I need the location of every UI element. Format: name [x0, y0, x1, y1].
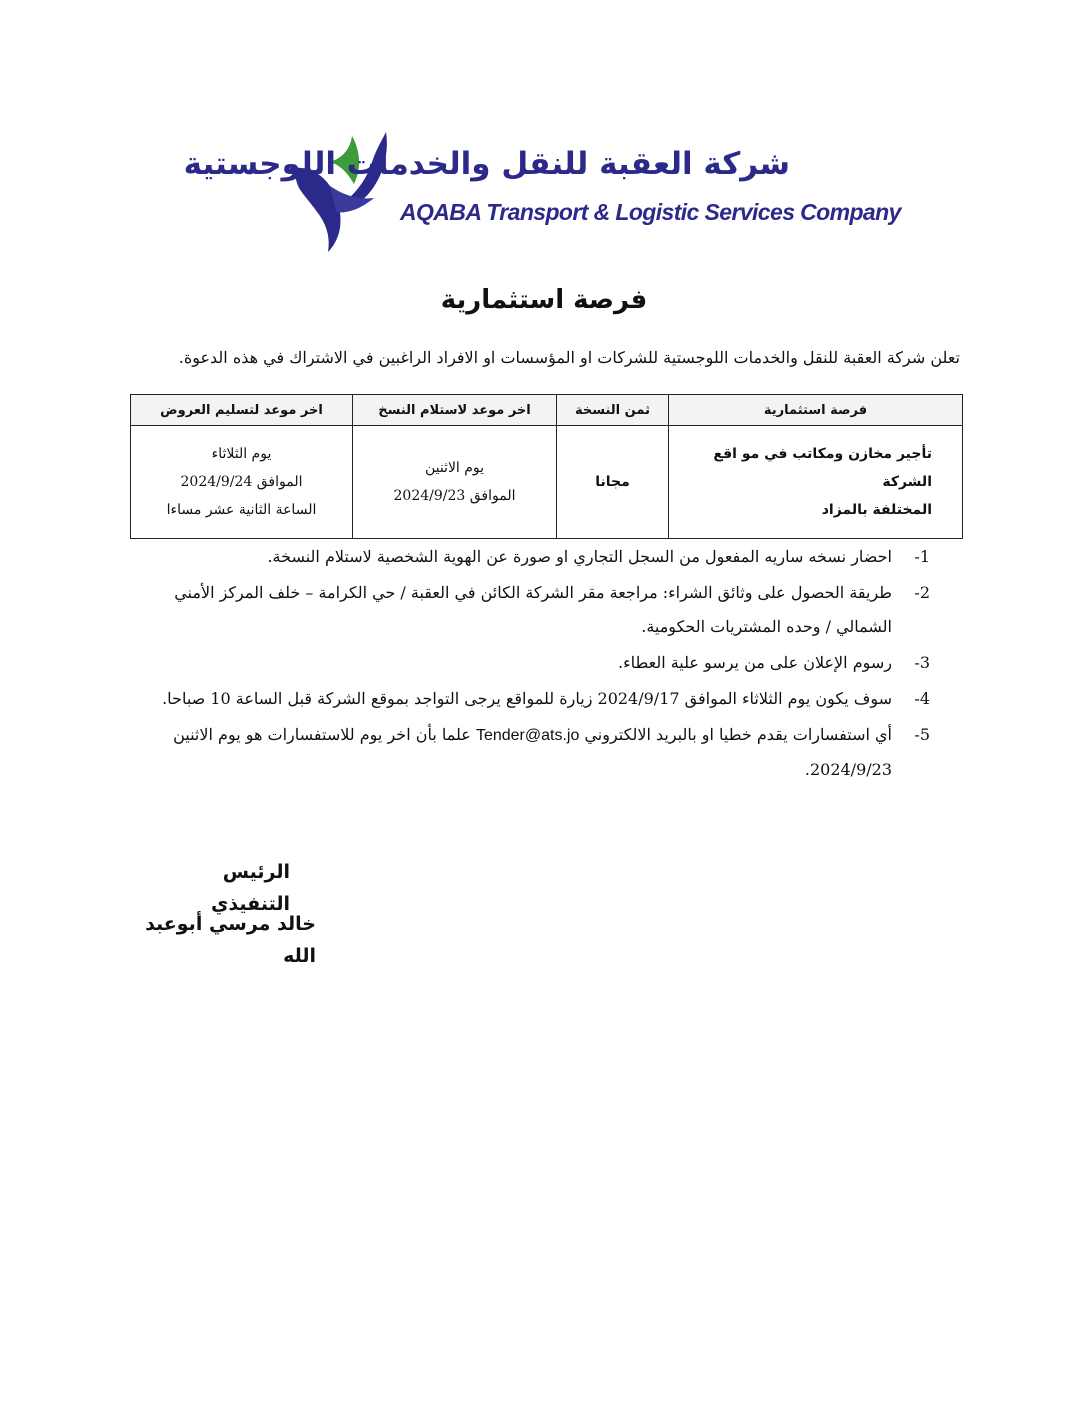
- list-item-text: سوف يكون يوم الثلاثاء الموافق 2024/9/17 زيارة للمواقع يرجى التواجد بموقع الشركة قبل الساعة 10 صباحا.: [162, 689, 892, 708]
- list-item-text: [130, 718, 892, 787]
- header-offers-deadline: اخر موعد لتسليم العروض: [131, 395, 353, 426]
- logo-arabic-name: شركة العقبة للنقل والخدمات اللوجستية: [183, 146, 790, 182]
- list-item-number: -5: [914, 725, 930, 744]
- list-item: [130, 718, 930, 787]
- copies-deadline-date: الموافق 2024/9/23: [393, 488, 516, 504]
- table-header-row: [131, 395, 963, 426]
- offers-deadline-day: يوم الثلاثاء: [211, 446, 272, 462]
- list-item-number: -2: [914, 583, 930, 602]
- list-item: [130, 682, 930, 716]
- list-item-text: احضار نسخه ساريه المفعول من السجل التجاري او صورة عن الهوية الشخصية لاستلام النسخة.: [267, 547, 892, 566]
- cell-opportunity: [669, 426, 963, 539]
- list-item-number: -3: [914, 653, 930, 672]
- list-item: [130, 576, 930, 644]
- logo-english-name: AQABA Transport & Logistic Services Company: [400, 199, 901, 225]
- conditions-list: [130, 540, 930, 789]
- tender-table-wrapper: [130, 394, 962, 539]
- tender-table: [130, 394, 963, 539]
- offers-deadline-time: الساعة الثانية عشر مساءا: [166, 502, 317, 518]
- list-item-number: -4: [914, 689, 930, 708]
- header-copies-deadline: اخر موعد لاستلام النسخ: [353, 395, 557, 426]
- page-title: فرصة استثمارية: [440, 285, 648, 315]
- cell-copies-deadline: [353, 426, 557, 539]
- list-item-text: طريقة الحصول على وثائق الشراء: مراجعة مقر الشركة الكائن في العقبة / حي الكرامة – خلف المركز الأمني الشمالي / وحده المشتريات الحكومية.: [174, 583, 892, 636]
- signature-title: الرئيس التنفيذي: [211, 861, 290, 915]
- list-item-text: رسوم الإعلان على من يرسو علية العطاء.: [617, 653, 892, 672]
- header-price: ثمن النسخة: [557, 395, 669, 426]
- cell-price: مجانا: [557, 426, 669, 539]
- list-item: [130, 646, 930, 680]
- email-link[interactable]: Tender@ats.jo: [475, 727, 580, 744]
- offers-deadline-date: الموافق 2024/9/24: [180, 474, 303, 490]
- opportunity-line-1: تأجير مخازن ومكاتب في مو اقع الشركة: [713, 446, 932, 490]
- opportunity-line-2: المختلفة بالمزاد: [821, 502, 932, 518]
- list-item-number: -1: [914, 547, 930, 566]
- intro-paragraph: تعلن شركة العقبة للنقل والخدمات اللوجستية للشركات او المؤسسات او الافراد الراغبين في الاشتراك في هذه الدعوة.: [178, 348, 960, 367]
- signature-name: خالد مرسي أبوعبد الله: [145, 913, 316, 967]
- company-logo: [183, 128, 901, 254]
- inquiry-text-after: علما بأن اخر يوم للاستفسارات هو يوم الاثنين 2024/9/23.: [173, 725, 892, 779]
- copies-deadline-day: يوم الاثنين: [424, 460, 485, 476]
- list-item: [130, 540, 930, 574]
- cell-offers-deadline: [131, 426, 353, 539]
- inquiry-text-before: أي استفسارات يقدم خطيا او بالبريد الالكتروني: [584, 725, 892, 744]
- header-opportunity: فرصة استثمارية: [669, 395, 963, 426]
- table-row: [131, 426, 963, 539]
